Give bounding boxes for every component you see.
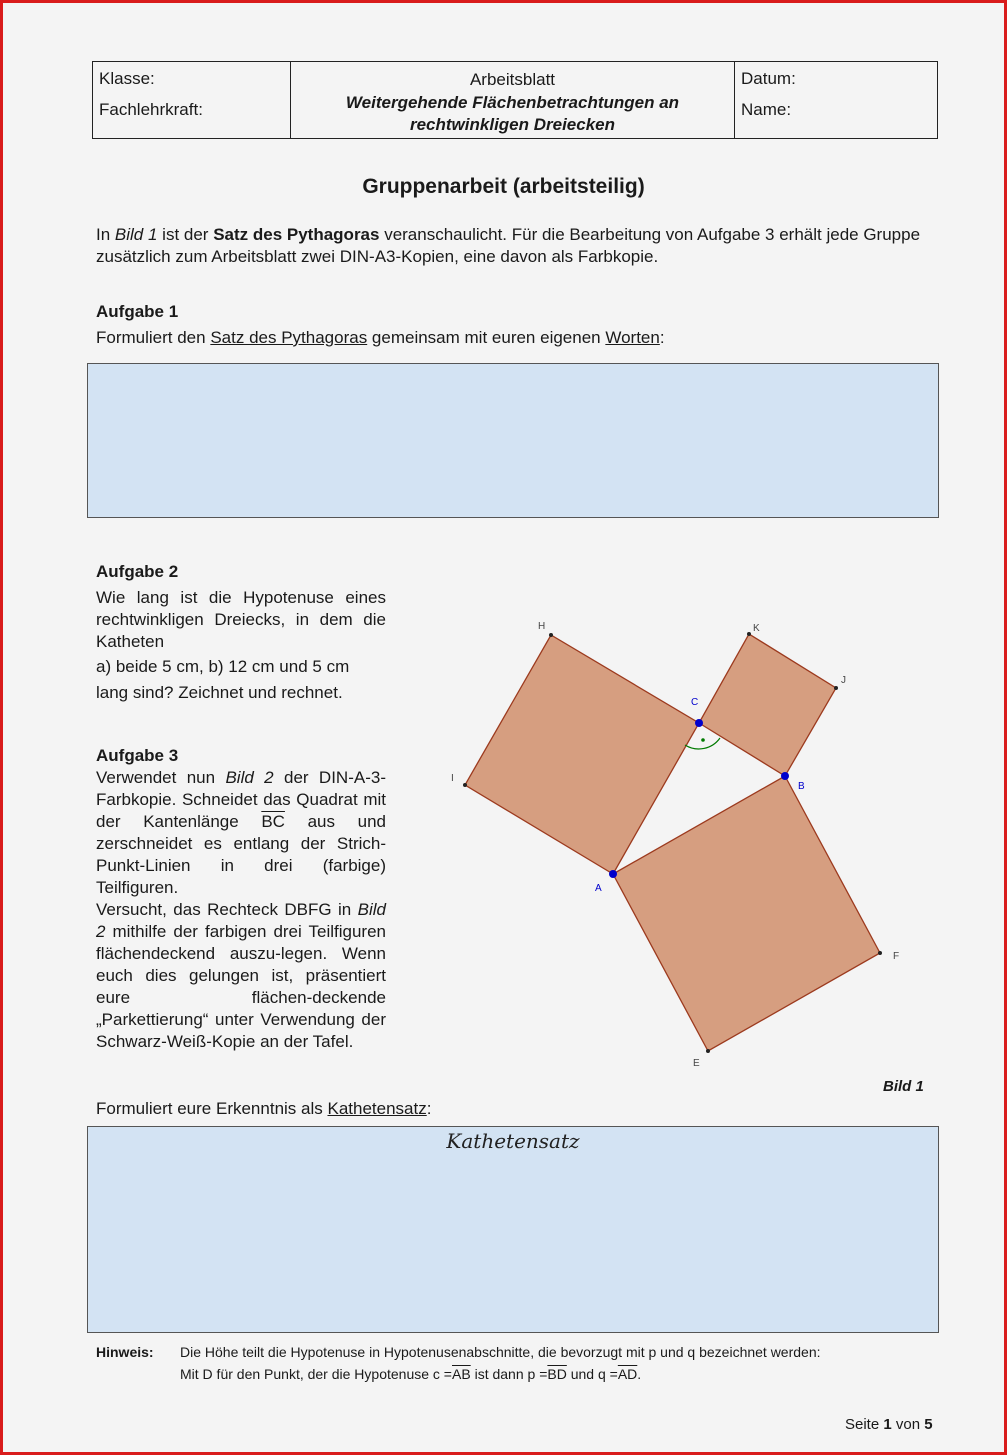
aufgabe1-text: Formuliert den Satz des Pythagoras gemeinsam mit euren eigenen Worten: [96, 328, 665, 347]
aufgabe2-line-a: a) beide 5 cm, b) 12 cm und 5 cm [96, 657, 350, 676]
point-a [609, 870, 617, 878]
point-label-i: I [451, 773, 454, 784]
aufgabe3-text: Verwendet nun Bild 2 der DIN-A-3-Farbkopie. Schneidet das Quadrat mit der Kantenlänge $\overline{BC}$ aus und zerschneidet es entlang der Strich-Punkt-Linien in drei (farbige) Teilfiguren. Versucht, das Rechteck DBFG in Bild 2 mithilfe der farbigen drei Teilfiguren flächendeckend auszu-legen. Wenn euch dies gelungen ist, präsentiert eure flächen-deckende „Parkettierung“ unter Verwendung der Schwarz-Weiß-Kopie an der Tafel. [96, 768, 386, 1051]
point-label-c: C [691, 697, 699, 708]
header-cell-left [93, 62, 291, 138]
fachlehrkraft-label: Fachlehrkraft: [99, 100, 203, 119]
doc-title: Weitergehende Flächenbetrachtungen an rechtwinkligen Dreiecken [345, 93, 680, 134]
point-b [781, 772, 789, 780]
right-angle-dot [701, 738, 705, 742]
figure-caption: Bild 1 [883, 1078, 924, 1095]
point-c [695, 719, 703, 727]
point-label-b: B [798, 781, 805, 792]
hinweis-line2: Mit D für den Punkt, der die Hypotenuse $c =\overline{AB}$ ist dann $p =\overline{BD}$ und $q =\overline{AD}$. [180, 1366, 642, 1382]
point-label-k: K [753, 623, 760, 634]
kathetensatz-handwritten-label: Kathetensatz [446, 1129, 580, 1153]
name-label: Name: [741, 100, 792, 119]
hinweis-label: Hinweis: [96, 1344, 154, 1360]
point-e [706, 1049, 710, 1053]
point-label-h: H [538, 621, 546, 632]
point-i [463, 783, 467, 787]
page-footer: Seite 1 von 5 [845, 1416, 933, 1433]
intro-paragraph: In Bild 1 ist der Satz des Pythagoras veranschaulicht. Für die Bearbeitung von Aufgabe 3 erhält jede Gruppe zusätzlich zum Arbeitsblatt zwei DIN-A3-Kopien, eine davon als Farbkopie. [96, 225, 921, 266]
point-h [549, 633, 553, 637]
point-f [878, 951, 882, 955]
aufgabe2-line-b: lang sind? Zeichnet und rechnet. [96, 683, 343, 702]
header-cell-center [291, 62, 735, 138]
aufgabe3-heading: Aufgabe 3 [96, 746, 179, 765]
square-on-bc [699, 634, 836, 776]
point-label-j: J [841, 675, 846, 686]
aufgabe2-heading: Aufgabe 2 [96, 562, 179, 581]
square-on-ac [465, 635, 699, 874]
point-j [834, 686, 838, 690]
point-label-f: F [893, 951, 900, 962]
doc-type: Arbeitsblatt [469, 70, 556, 89]
point-label-a: A [595, 883, 602, 894]
point-k [747, 632, 751, 636]
aufgabe1-heading: Aufgabe 1 [96, 302, 179, 321]
klasse-label: Klasse: [99, 69, 155, 88]
aufgabe2-text: Wie lang ist die Hypotenuse eines rechtwinkligen Dreiecks, in dem die Katheten [96, 588, 386, 651]
page-title: Gruppenarbeit (arbeitsteilig) [362, 175, 645, 198]
kathetensatz-answer-box[interactable] [87, 1126, 939, 1333]
erkenntnis-text: Formuliert eure Erkenntnis als Kathetensatz: [96, 1099, 432, 1118]
header-table [92, 61, 938, 139]
square-on-ab [613, 776, 880, 1051]
aufgabe1-answer-box[interactable] [87, 363, 939, 518]
datum-label: Datum: [741, 69, 796, 88]
point-label-e: E [693, 1058, 700, 1069]
hinweis-line1: Die Höhe teilt die Hypotenuse in Hypotenusenabschnitte, die bevorzugt mit p und q bezeichnet werden: [180, 1344, 821, 1360]
header-cell-right [735, 62, 937, 138]
segment-bc: $\overline{BC}$ [261, 812, 285, 831]
pythagoras-figure [433, 613, 933, 1083]
